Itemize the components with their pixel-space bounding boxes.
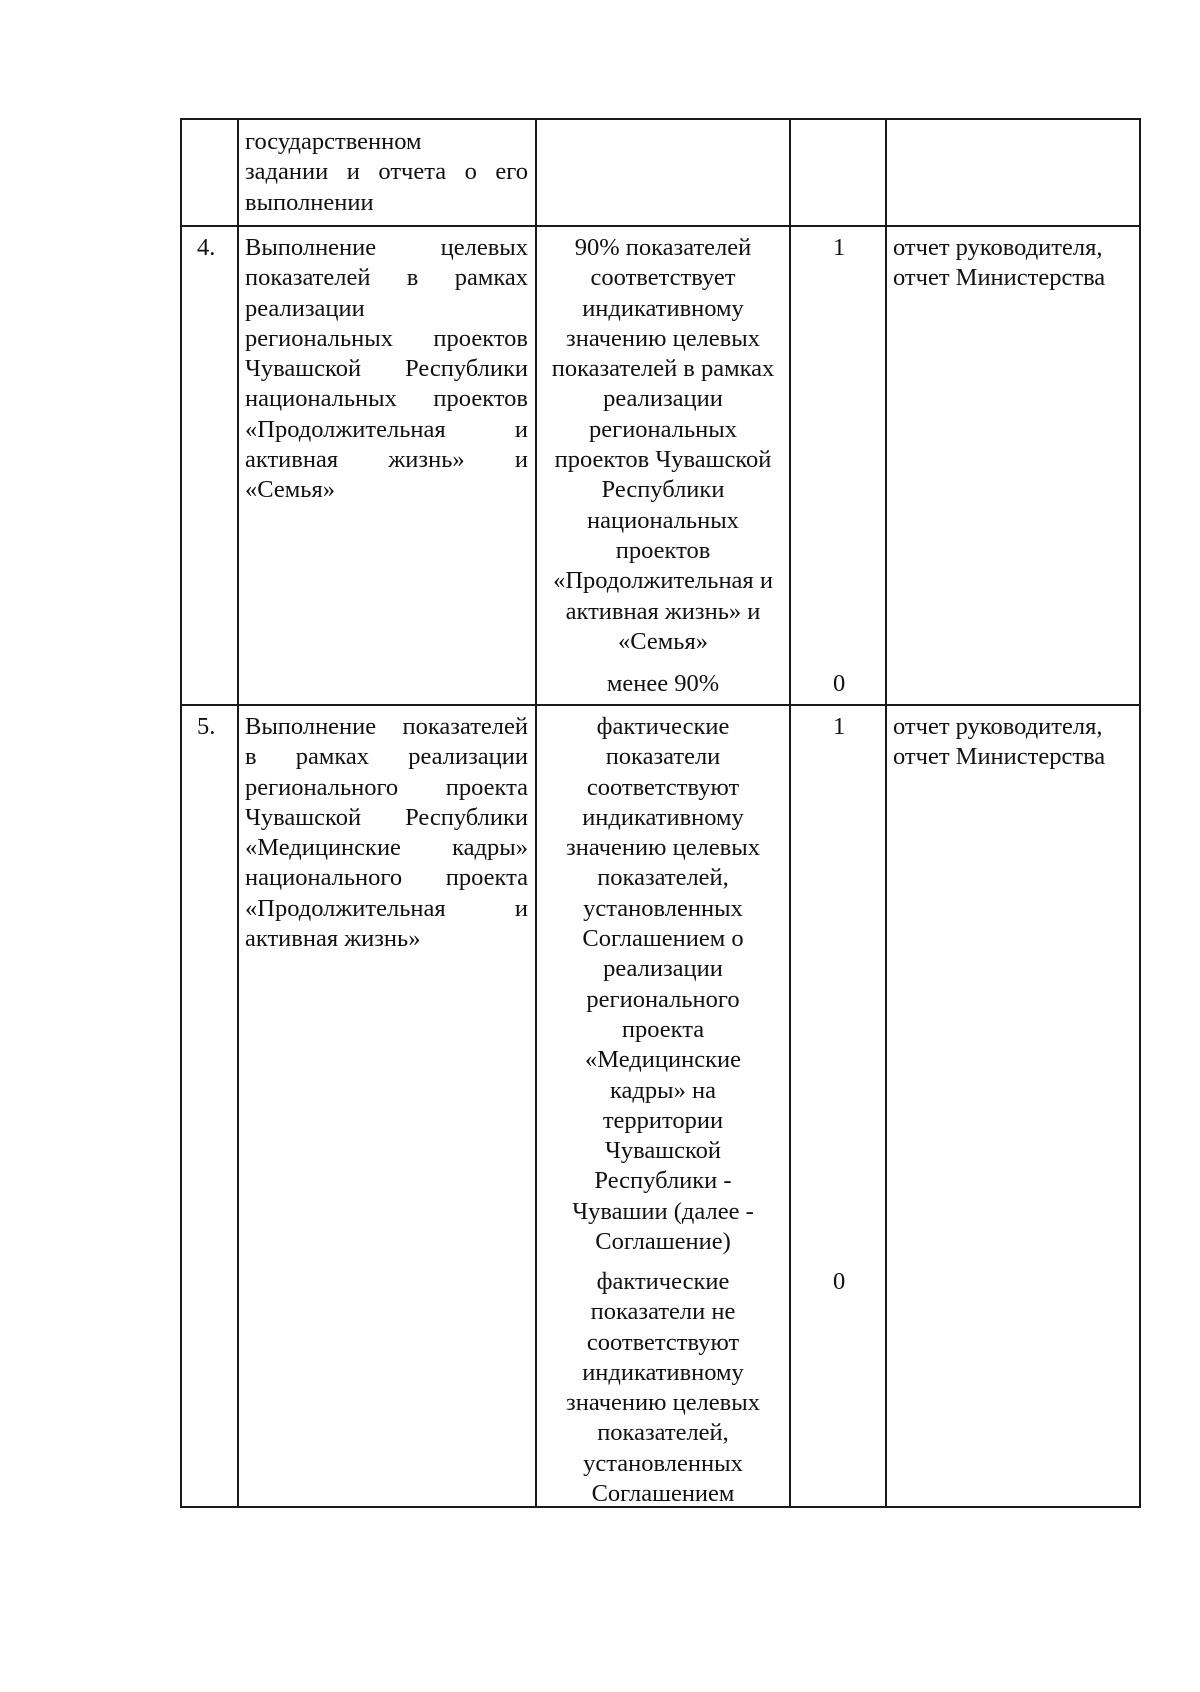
- row-4-condition-1: [538, 233, 788, 657]
- condition-line: Соглашение): [595, 1228, 731, 1256]
- condition-line: кадры» на: [610, 1076, 716, 1104]
- condition-line: «Продолжительная и: [553, 567, 773, 595]
- criterion-line: «Продолжительная и: [245, 415, 528, 443]
- table-border-right: [1139, 118, 1141, 1508]
- condition-line: национальных: [587, 506, 739, 534]
- condition-line: показатели: [605, 743, 721, 771]
- condition-line: соответствуют: [586, 773, 740, 801]
- table-column-divider-1: [237, 118, 239, 1508]
- row-4-criterion: [245, 233, 528, 506]
- condition-line: фактические: [596, 1268, 730, 1295]
- condition-line: показателей,: [597, 1419, 729, 1447]
- condition-line: значению целевых: [566, 324, 760, 352]
- condition-line: значению целевых: [566, 1389, 760, 1417]
- row-5-score-2: 0: [833, 1268, 846, 1295]
- criterion-line: «Медицинские кадры»: [245, 834, 528, 862]
- condition-line: показателей,: [597, 864, 729, 892]
- criterion-line: регионального проекта: [245, 773, 528, 801]
- condition-line: Чувашской: [604, 1137, 722, 1165]
- condition-line: 90% показателей: [574, 234, 752, 261]
- row-divider-4: [180, 225, 1141, 227]
- criterion-line: Чувашской Республики: [245, 803, 528, 831]
- criterion-line: национальных проектов: [245, 385, 528, 413]
- criterion-line: реализации: [245, 294, 365, 322]
- criterion-line: Выполнение целевых: [245, 234, 528, 261]
- condition-line: менее 90%: [606, 670, 720, 697]
- report-line: отчет Министерства: [893, 264, 1106, 292]
- report-line: отчет руководителя,: [893, 713, 1103, 740]
- criterion-line: Чувашской Республики: [245, 355, 528, 383]
- table-column-divider-2: [535, 118, 537, 1508]
- report-line: отчет Министерства: [893, 743, 1106, 771]
- criterion-line: «Продолжительная и: [245, 894, 528, 922]
- criterion-line: региональных проектов: [245, 324, 528, 352]
- condition-line: активная жизнь» и: [565, 597, 761, 625]
- condition-line: Соглашением о: [582, 925, 744, 953]
- condition-line: реализации: [603, 955, 723, 983]
- table-column-divider-4: [885, 118, 887, 1508]
- row-5-report: [893, 712, 1138, 773]
- condition-line: проектов: [615, 536, 711, 564]
- condition-line: проектов Чувашской: [554, 446, 772, 474]
- condition-line: Соглашением: [591, 1480, 735, 1508]
- condition-line: реализации: [603, 385, 723, 413]
- condition-line: показатели не: [590, 1298, 736, 1326]
- row-5-condition-1: [538, 712, 788, 1257]
- row-divider-5: [180, 704, 1141, 706]
- criterion-line: «Семья»: [245, 476, 335, 504]
- criterion-line: государственном: [245, 128, 422, 155]
- condition-line: показателей в рамках: [551, 355, 775, 383]
- criterion-line: активная жизнь» и: [245, 446, 528, 474]
- condition-line: фактические: [596, 713, 730, 740]
- table-border-top: [180, 118, 1141, 120]
- row-5-number: 5.: [197, 713, 216, 740]
- criterion-line: задании и отчета о его: [245, 158, 528, 186]
- condition-line: установленных: [583, 1449, 743, 1477]
- criterion-line: в рамках реализации: [245, 743, 528, 771]
- condition-line: Чувашии (далее -: [572, 1197, 754, 1225]
- row-4-score-1: 1: [833, 234, 846, 261]
- row-5-score-1: 1: [833, 713, 846, 740]
- condition-line: индикативному: [582, 294, 744, 322]
- report-line: отчет руководителя,: [893, 234, 1103, 261]
- criterion-line: выполнении: [245, 188, 374, 216]
- condition-line: индикативному: [582, 1358, 744, 1386]
- condition-line: Республики: [601, 476, 725, 504]
- condition-line: индикативному: [582, 803, 744, 831]
- condition-line: регионального: [586, 985, 740, 1013]
- row-4-score-2: 0: [833, 670, 846, 697]
- condition-line: региональных: [589, 415, 737, 443]
- condition-line: территории: [602, 1106, 724, 1134]
- criterion-line: активная жизнь»: [245, 925, 421, 953]
- condition-line: «Медицинские: [585, 1046, 741, 1074]
- condition-line: соответствуют: [586, 1328, 740, 1356]
- row-4-condition-2: [538, 669, 788, 699]
- row-4-report: [893, 233, 1138, 294]
- criterion-line: Выполнение показателей: [245, 713, 528, 740]
- condition-line: «Семья»: [618, 627, 708, 655]
- table-column-divider-3: [789, 118, 791, 1508]
- criterion-line: национального проекта: [245, 864, 528, 892]
- condition-line: соответствует: [590, 264, 736, 292]
- criterion-line: показателей в рамках: [245, 264, 528, 292]
- row-5-condition-2: [538, 1267, 788, 1509]
- condition-line: Республики -: [594, 1167, 732, 1195]
- condition-line: значению целевых: [566, 834, 760, 862]
- condition-line: установленных: [583, 894, 743, 922]
- table-border-left: [180, 118, 182, 1508]
- row-4-number: 4.: [197, 234, 216, 261]
- condition-line: проекта: [621, 1015, 705, 1043]
- row-0-criterion: [245, 127, 528, 218]
- row-5-criterion: [245, 712, 528, 954]
